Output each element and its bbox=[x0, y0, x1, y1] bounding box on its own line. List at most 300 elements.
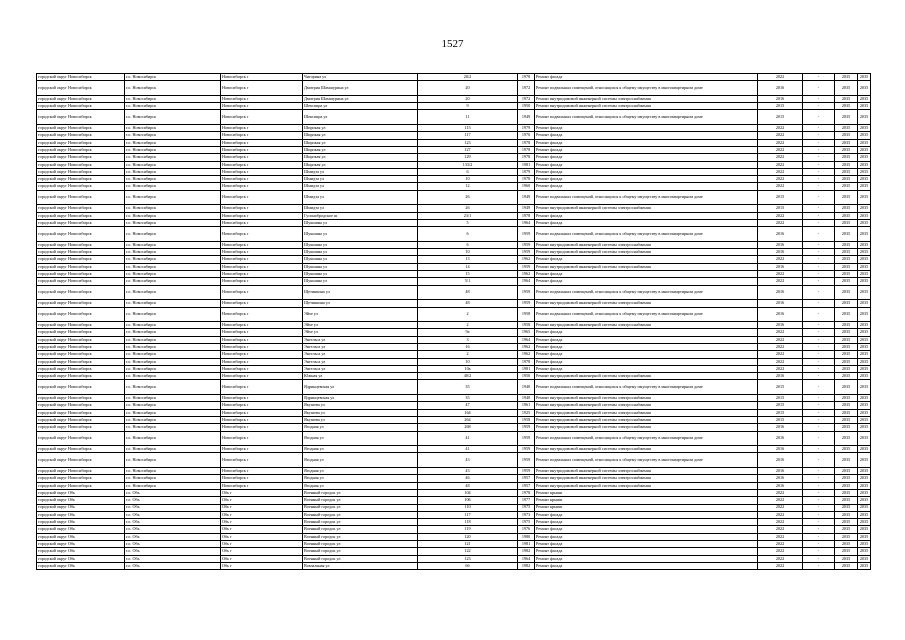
house-cell: 9а bbox=[418, 329, 518, 336]
municipality-cell: городской округ Новосибирск bbox=[37, 395, 125, 402]
district-cell: г.о. Новосибирск bbox=[125, 322, 221, 329]
house-cell: 16 bbox=[418, 343, 518, 350]
house-cell: 20/2 bbox=[418, 74, 518, 81]
district-cell: г.о. Новосибирск bbox=[125, 95, 221, 102]
period-end-cell: 2035 bbox=[858, 519, 871, 526]
period-end-cell: 2035 bbox=[858, 541, 871, 548]
house-cell: 115 bbox=[418, 125, 518, 132]
mark-cell: - bbox=[803, 431, 835, 446]
period-start-cell: 2035 bbox=[835, 395, 858, 402]
municipality-cell: городской округ Новосибирск bbox=[37, 468, 125, 475]
plan-year-cell: 2022 bbox=[758, 511, 803, 518]
table-row bbox=[37, 219, 871, 226]
settlement-cell: Обь г bbox=[221, 533, 303, 540]
period-end-cell: 2035 bbox=[858, 511, 871, 518]
settlement-cell: Новосибирск г bbox=[221, 336, 303, 343]
district-cell: г.о. Новосибирск bbox=[125, 81, 221, 96]
year-cell: 1960 bbox=[518, 183, 535, 190]
district-cell: г.о. Новосибирск bbox=[125, 278, 221, 285]
settlement-cell: Обь г bbox=[221, 562, 303, 569]
period-end-cell: 2035 bbox=[858, 190, 871, 205]
work-type-cell: Ремонт подвальных помещений, относящихся к общему имуществу в многоквартирном доме bbox=[535, 190, 758, 205]
municipality-cell: городской округ Новосибирск bbox=[37, 285, 125, 300]
year-cell: 1959 bbox=[518, 241, 535, 248]
settlement-cell: Новосибирск г bbox=[221, 475, 303, 482]
settlement-cell: Новосибирск г bbox=[221, 278, 303, 285]
table-row bbox=[37, 424, 871, 431]
plan-year-cell: 2016 bbox=[758, 285, 803, 300]
house-cell: 110 bbox=[418, 504, 518, 511]
municipality-cell: городской округ Новосибирск bbox=[37, 424, 125, 431]
mark-cell: - bbox=[803, 322, 835, 329]
period-end-cell: 2035 bbox=[858, 146, 871, 153]
work-type-cell: Ремонт фасада bbox=[535, 176, 758, 183]
municipality-cell: городской округ Новосибирск bbox=[37, 103, 125, 110]
mark-cell: - bbox=[803, 475, 835, 482]
period-end-cell: 2035 bbox=[858, 402, 871, 409]
mark-cell: - bbox=[803, 402, 835, 409]
work-type-cell: Ремонт фасада bbox=[535, 125, 758, 132]
district-cell: г.о. Новосибирск bbox=[125, 154, 221, 161]
mark-cell: - bbox=[803, 256, 835, 263]
district-cell: г.о. Новосибирск bbox=[125, 139, 221, 146]
mark-cell: - bbox=[803, 190, 835, 205]
municipality-cell: городской округ Новосибирск bbox=[37, 446, 125, 453]
plan-year-cell: 2022 bbox=[758, 219, 803, 226]
street-cell: Шукшина ул bbox=[303, 249, 418, 256]
street-cell: Шукшина ул bbox=[303, 263, 418, 270]
plan-year-cell: 2022 bbox=[758, 278, 803, 285]
street-cell: Шукшина ул bbox=[303, 256, 418, 263]
mark-cell: - bbox=[803, 526, 835, 533]
period-end-cell: 2035 bbox=[858, 74, 871, 81]
plan-year-cell: 2022 bbox=[758, 351, 803, 358]
house-cell: 117 bbox=[418, 511, 518, 518]
district-cell: г.о. Обь bbox=[125, 519, 221, 526]
house-cell: 43 bbox=[418, 453, 518, 468]
period-end-cell: 2035 bbox=[858, 446, 871, 453]
settlement-cell: Новосибирск г bbox=[221, 409, 303, 416]
work-type-cell: Ремонт фасада bbox=[535, 168, 758, 175]
year-cell: 1975 bbox=[518, 504, 535, 511]
plan-year-cell: 2022 bbox=[758, 526, 803, 533]
municipality-cell: городской округ Новосибирск bbox=[37, 263, 125, 270]
house-cell: 2 bbox=[418, 322, 518, 329]
municipality-cell: городской округ Новосибирск bbox=[37, 241, 125, 248]
settlement-cell: Новосибирск г bbox=[221, 468, 303, 475]
plan-year-cell: 2016 bbox=[758, 453, 803, 468]
settlement-cell: Новосибирск г bbox=[221, 132, 303, 139]
municipality-cell: городской округ Новосибирск bbox=[37, 205, 125, 212]
plan-year-cell: 2022 bbox=[758, 146, 803, 153]
mark-cell: - bbox=[803, 263, 835, 270]
municipality-cell: городской округ Новосибирск bbox=[37, 154, 125, 161]
period-start-cell: 2035 bbox=[835, 373, 858, 380]
period-start-cell: 2035 bbox=[835, 285, 858, 300]
work-type-cell: Ремонт фасада bbox=[535, 562, 758, 569]
district-cell: г.о. Новосибирск bbox=[125, 168, 221, 175]
house-cell: 46 bbox=[418, 475, 518, 482]
municipality-cell: городской округ Новосибирск bbox=[37, 431, 125, 446]
period-start-cell: 2035 bbox=[835, 139, 858, 146]
period-start-cell: 2035 bbox=[835, 519, 858, 526]
settlement-cell: Новосибирск г bbox=[221, 358, 303, 365]
year-cell: 1925 bbox=[518, 409, 535, 416]
plan-year-cell: 2015 bbox=[758, 103, 803, 110]
street-cell: Энгельса ул bbox=[303, 351, 418, 358]
municipality-cell: городской округ Новосибирск bbox=[37, 475, 125, 482]
table-row bbox=[37, 504, 871, 511]
house-cell: 66 bbox=[418, 562, 518, 569]
house-cell: 10а bbox=[418, 365, 518, 372]
work-type-cell: Ремонт фасада bbox=[535, 548, 758, 555]
period-end-cell: 2035 bbox=[858, 475, 871, 482]
year-cell: 1959 bbox=[518, 468, 535, 475]
house-cell: 20 bbox=[418, 95, 518, 102]
mark-cell: - bbox=[803, 300, 835, 307]
work-type-cell: Ремонт подвальных помещений, относящихся к общему имуществу в многоквартирном доме bbox=[535, 285, 758, 300]
year-cell: 1949 bbox=[518, 110, 535, 125]
period-end-cell: 2035 bbox=[858, 205, 871, 212]
year-cell: 1978 bbox=[518, 212, 535, 219]
street-cell: Щетинкина ул bbox=[303, 300, 418, 307]
period-start-cell: 2035 bbox=[835, 497, 858, 504]
period-start-cell: 2035 bbox=[835, 402, 858, 409]
mark-cell: - bbox=[803, 541, 835, 548]
settlement-cell: Новосибирск г bbox=[221, 241, 303, 248]
table-row bbox=[37, 132, 871, 139]
work-type-cell: Ремонт фасада bbox=[535, 161, 758, 168]
mark-cell: - bbox=[803, 110, 835, 125]
work-type-cell: Ремонт фасада bbox=[535, 154, 758, 161]
work-type-cell: Ремонт фасада bbox=[535, 183, 758, 190]
period-end-cell: 2035 bbox=[858, 249, 871, 256]
settlement-cell: Новосибирск г bbox=[221, 365, 303, 372]
house-cell: 5 bbox=[418, 219, 518, 226]
period-end-cell: 2035 bbox=[858, 154, 871, 161]
street-cell: Шукшина ул bbox=[303, 271, 418, 278]
period-end-cell: 2035 bbox=[858, 219, 871, 226]
year-cell: 1982 bbox=[518, 548, 535, 555]
district-cell: г.о. Новосибирск bbox=[125, 424, 221, 431]
period-start-cell: 2035 bbox=[835, 526, 858, 533]
settlement-cell: Обь г bbox=[221, 504, 303, 511]
mark-cell: - bbox=[803, 285, 835, 300]
year-cell: 1979 bbox=[518, 125, 535, 132]
municipality-cell: городской округ Новосибирск bbox=[37, 183, 125, 190]
plan-year-cell: 2022 bbox=[758, 533, 803, 540]
year-cell: 1964 bbox=[518, 278, 535, 285]
street-cell: Ягодная ул bbox=[303, 453, 418, 468]
period-end-cell: 2035 bbox=[858, 285, 871, 300]
municipality-cell: городской округ Новосибирск bbox=[37, 132, 125, 139]
district-cell: г.о. Новосибирск bbox=[125, 176, 221, 183]
plan-year-cell: 2016 bbox=[758, 307, 803, 322]
mark-cell: - bbox=[803, 358, 835, 365]
table-body bbox=[37, 74, 871, 570]
district-cell: г.о. Новосибирск bbox=[125, 358, 221, 365]
district-cell: г.о. Новосибирск bbox=[125, 300, 221, 307]
street-cell: Энгельса ул bbox=[303, 336, 418, 343]
mark-cell: - bbox=[803, 343, 835, 350]
mark-cell: - bbox=[803, 219, 835, 226]
municipality-cell: городской округ Новосибирск bbox=[37, 139, 125, 146]
settlement-cell: Новосибирск г bbox=[221, 395, 303, 402]
district-cell: г.о. Новосибирск bbox=[125, 329, 221, 336]
plan-year-cell: 2016 bbox=[758, 227, 803, 242]
year-cell: 1940 bbox=[518, 380, 535, 395]
house-cell: 47 bbox=[418, 402, 518, 409]
table-row bbox=[37, 541, 871, 548]
period-start-cell: 2035 bbox=[835, 416, 858, 423]
municipality-cell: городской округ Новосибирск bbox=[37, 300, 125, 307]
year-cell: 1978 bbox=[518, 146, 535, 153]
year-cell: 1950 bbox=[518, 373, 535, 380]
plan-year-cell: 2016 bbox=[758, 482, 803, 489]
work-type-cell: Ремонт внутридомовой инженерной системы электроснабжения bbox=[535, 409, 758, 416]
work-type-cell: Ремонт крыши bbox=[535, 489, 758, 496]
house-cell: 2 bbox=[418, 351, 518, 358]
district-cell: г.о. Новосибирск bbox=[125, 453, 221, 468]
work-type-cell: Ремонт внутридомовой инженерной системы электроснабжения bbox=[535, 322, 758, 329]
district-cell: г.о. Новосибирск bbox=[125, 110, 221, 125]
municipality-cell: городской округ Новосибирск bbox=[37, 81, 125, 96]
mark-cell: - bbox=[803, 176, 835, 183]
street-cell: Ягодная ул bbox=[303, 475, 418, 482]
period-start-cell: 2035 bbox=[835, 132, 858, 139]
street-cell: Шмидта ул bbox=[303, 190, 418, 205]
period-start-cell: 2035 bbox=[835, 475, 858, 482]
year-cell: 1976 bbox=[518, 526, 535, 533]
work-type-cell: Ремонт внутридомовой инженерной системы электроснабжения bbox=[535, 482, 758, 489]
plan-year-cell: 2022 bbox=[758, 161, 803, 168]
work-type-cell: Ремонт фасада bbox=[535, 351, 758, 358]
table-row bbox=[37, 548, 871, 555]
work-type-cell: Ремонт внутридомовой инженерной системы электроснабжения bbox=[535, 416, 758, 423]
plan-year-cell: 2016 bbox=[758, 81, 803, 96]
house-cell: 119 bbox=[418, 526, 518, 533]
district-cell: г.о. Новосибирск bbox=[125, 482, 221, 489]
year-cell: 1977 bbox=[518, 497, 535, 504]
street-cell: Военный городок ул bbox=[303, 555, 418, 562]
district-cell: г.о. Обь bbox=[125, 511, 221, 518]
mark-cell: - bbox=[803, 489, 835, 496]
year-cell: 1961 bbox=[518, 402, 535, 409]
work-type-cell: Ремонт подвальных помещений, относящихся к общему имуществу в многоквартирном доме bbox=[535, 227, 758, 242]
period-end-cell: 2035 bbox=[858, 453, 871, 468]
house-cell: 6 bbox=[418, 241, 518, 248]
plan-year-cell: 2022 bbox=[758, 504, 803, 511]
period-start-cell: 2035 bbox=[835, 504, 858, 511]
work-type-cell: Ремонт внутридомовой инженерной системы электроснабжения bbox=[535, 475, 758, 482]
district-cell: г.о. Новосибирск bbox=[125, 475, 221, 482]
plan-year-cell: 2016 bbox=[758, 263, 803, 270]
work-type-cell: Ремонт фасада bbox=[535, 219, 758, 226]
table-row bbox=[37, 482, 871, 489]
year-cell: 1959 bbox=[518, 249, 535, 256]
district-cell: г.о. Новосибирск bbox=[125, 336, 221, 343]
work-type-cell: Ремонт внутридомовой инженерной системы электроснабжения bbox=[535, 300, 758, 307]
table-row bbox=[37, 395, 871, 402]
settlement-cell: Новосибирск г bbox=[221, 249, 303, 256]
period-end-cell: 2035 bbox=[858, 358, 871, 365]
house-cell: 35 bbox=[418, 380, 518, 395]
period-start-cell: 2035 bbox=[835, 453, 858, 468]
mark-cell: - bbox=[803, 74, 835, 81]
settlement-cell: Обь г bbox=[221, 511, 303, 518]
settlement-cell: Новосибирск г bbox=[221, 205, 303, 212]
settlement-cell: Новосибирск г bbox=[221, 380, 303, 395]
year-cell: 1958 bbox=[518, 322, 535, 329]
period-end-cell: 2035 bbox=[858, 176, 871, 183]
work-type-cell: Ремонт внутридомовой инженерной системы электроснабжения bbox=[535, 241, 758, 248]
year-cell: 1978 bbox=[518, 139, 535, 146]
work-type-cell: Ремонт фасада bbox=[535, 541, 758, 548]
period-start-cell: 2035 bbox=[835, 562, 858, 569]
table-row bbox=[37, 329, 871, 336]
district-cell: г.о. Обь bbox=[125, 526, 221, 533]
period-start-cell: 2035 bbox=[835, 351, 858, 358]
period-end-cell: 2035 bbox=[858, 416, 871, 423]
work-type-cell: Ремонт фасада bbox=[535, 519, 758, 526]
mark-cell: - bbox=[803, 95, 835, 102]
district-cell: г.о. Новосибирск bbox=[125, 212, 221, 219]
table-row bbox=[37, 416, 871, 423]
settlement-cell: Новосибирск г bbox=[221, 300, 303, 307]
year-cell: 1978 bbox=[518, 154, 535, 161]
street-cell: Энгельса ул bbox=[303, 365, 418, 372]
mark-cell: - bbox=[803, 241, 835, 248]
municipality-cell: городской округ Новосибирск bbox=[37, 146, 125, 153]
street-cell: Шмидта ул bbox=[303, 176, 418, 183]
work-type-cell: Ремонт внутридомовой инженерной системы электроснабжения bbox=[535, 95, 758, 102]
period-end-cell: 2035 bbox=[858, 307, 871, 322]
period-start-cell: 2035 bbox=[835, 482, 858, 489]
house-cell: 104 bbox=[418, 489, 518, 496]
work-type-cell: Ремонт фасада bbox=[535, 146, 758, 153]
house-cell: 15 bbox=[418, 271, 518, 278]
settlement-cell: Обь г bbox=[221, 548, 303, 555]
house-cell: 13 bbox=[418, 256, 518, 263]
period-end-cell: 2035 bbox=[858, 132, 871, 139]
municipality-cell: городской округ Новосибирск bbox=[37, 416, 125, 423]
plan-year-cell: 2016 bbox=[758, 95, 803, 102]
table-row bbox=[37, 555, 871, 562]
work-type-cell: Ремонт подвальных помещений, относящихся к общему имуществу в многоквартирном доме bbox=[535, 81, 758, 96]
district-cell: г.о. Новосибирск bbox=[125, 365, 221, 372]
street-cell: Военный городок ул bbox=[303, 511, 418, 518]
municipality-cell: городской округ Новосибирск bbox=[37, 482, 125, 489]
street-cell: Ягодная ул bbox=[303, 446, 418, 453]
house-cell: 106 bbox=[418, 497, 518, 504]
street-cell: Широкая ул bbox=[303, 139, 418, 146]
year-cell: 1964 bbox=[518, 219, 535, 226]
settlement-cell: Новосибирск г bbox=[221, 81, 303, 96]
work-type-cell: Ремонт подвальных помещений, относящихся к общему имуществу в многоквартирном доме bbox=[535, 380, 758, 395]
street-cell: Военный городок ул bbox=[303, 541, 418, 548]
municipality-cell: городской округ Обь bbox=[37, 548, 125, 555]
street-cell: Южная ул bbox=[303, 373, 418, 380]
municipality-cell: городской округ Новосибирск bbox=[37, 380, 125, 395]
period-start-cell: 2035 bbox=[835, 103, 858, 110]
house-cell: 264 bbox=[418, 416, 518, 423]
street-cell: Дмитрия Шамшурина ул bbox=[303, 81, 418, 96]
year-cell: 1965 bbox=[518, 329, 535, 336]
house-cell: 6 bbox=[418, 227, 518, 242]
street-cell: Дмитрия Шамшурина ул bbox=[303, 95, 418, 102]
table-row bbox=[37, 380, 871, 395]
period-end-cell: 2035 bbox=[858, 468, 871, 475]
district-cell: г.о. Новосибирск bbox=[125, 402, 221, 409]
period-start-cell: 2035 bbox=[835, 555, 858, 562]
period-start-cell: 2035 bbox=[835, 227, 858, 242]
street-cell: Щетинкина ул bbox=[303, 285, 418, 300]
street-cell: Якушева ул bbox=[303, 409, 418, 416]
plan-year-cell: 2015 bbox=[758, 416, 803, 423]
year-cell: 1964 bbox=[518, 336, 535, 343]
table-row bbox=[37, 205, 871, 212]
mark-cell: - bbox=[803, 533, 835, 540]
settlement-cell: Новосибирск г bbox=[221, 227, 303, 242]
period-start-cell: 2035 bbox=[835, 468, 858, 475]
period-start-cell: 2035 bbox=[835, 95, 858, 102]
house-cell: 9 bbox=[418, 103, 518, 110]
settlement-cell: Новосибирск г bbox=[221, 74, 303, 81]
table-row bbox=[37, 358, 871, 365]
house-cell: 6 bbox=[418, 168, 518, 175]
table-row bbox=[37, 519, 871, 526]
street-cell: Шукшина ул bbox=[303, 241, 418, 248]
table-row bbox=[37, 511, 871, 518]
municipality-cell: городской округ Новосибирск bbox=[37, 336, 125, 343]
street-cell: Шукшина ул bbox=[303, 278, 418, 285]
municipality-cell: городской округ Новосибирск bbox=[37, 358, 125, 365]
district-cell: г.о. Новосибирск bbox=[125, 343, 221, 350]
district-cell: г.о. Новосибирск bbox=[125, 74, 221, 81]
table-row bbox=[37, 402, 871, 409]
municipality-cell: городской округ Обь bbox=[37, 562, 125, 569]
district-cell: г.о. Обь bbox=[125, 489, 221, 496]
period-end-cell: 2035 bbox=[858, 351, 871, 358]
street-cell: Шукшина ул bbox=[303, 227, 418, 242]
period-end-cell: 2035 bbox=[858, 271, 871, 278]
street-cell: Гусинобродское ш bbox=[303, 212, 418, 219]
year-cell: 1949 bbox=[518, 190, 535, 205]
municipality-cell: городской округ Обь bbox=[37, 541, 125, 548]
mark-cell: - bbox=[803, 249, 835, 256]
house-cell: 121 bbox=[418, 541, 518, 548]
house-cell: 35 bbox=[418, 395, 518, 402]
settlement-cell: Новосибирск г bbox=[221, 256, 303, 263]
municipality-cell: городской округ Новосибирск bbox=[37, 453, 125, 468]
plan-year-cell: 2022 bbox=[758, 555, 803, 562]
period-end-cell: 2035 bbox=[858, 504, 871, 511]
mark-cell: - bbox=[803, 336, 835, 343]
plan-year-cell: 2016 bbox=[758, 322, 803, 329]
municipality-cell: городской округ Новосибирск bbox=[37, 168, 125, 175]
house-cell: 23/1 bbox=[418, 212, 518, 219]
district-cell: г.о. Обь bbox=[125, 504, 221, 511]
settlement-cell: Новосибирск г bbox=[221, 416, 303, 423]
settlement-cell: Новосибирск г bbox=[221, 285, 303, 300]
plan-year-cell: 2022 bbox=[758, 336, 803, 343]
municipality-cell: городской округ Новосибирск bbox=[37, 219, 125, 226]
table-row bbox=[37, 489, 871, 496]
house-cell: 48 bbox=[418, 300, 518, 307]
year-cell: 1959 bbox=[518, 227, 535, 242]
mark-cell: - bbox=[803, 562, 835, 569]
year-cell: 1975 bbox=[518, 519, 535, 526]
